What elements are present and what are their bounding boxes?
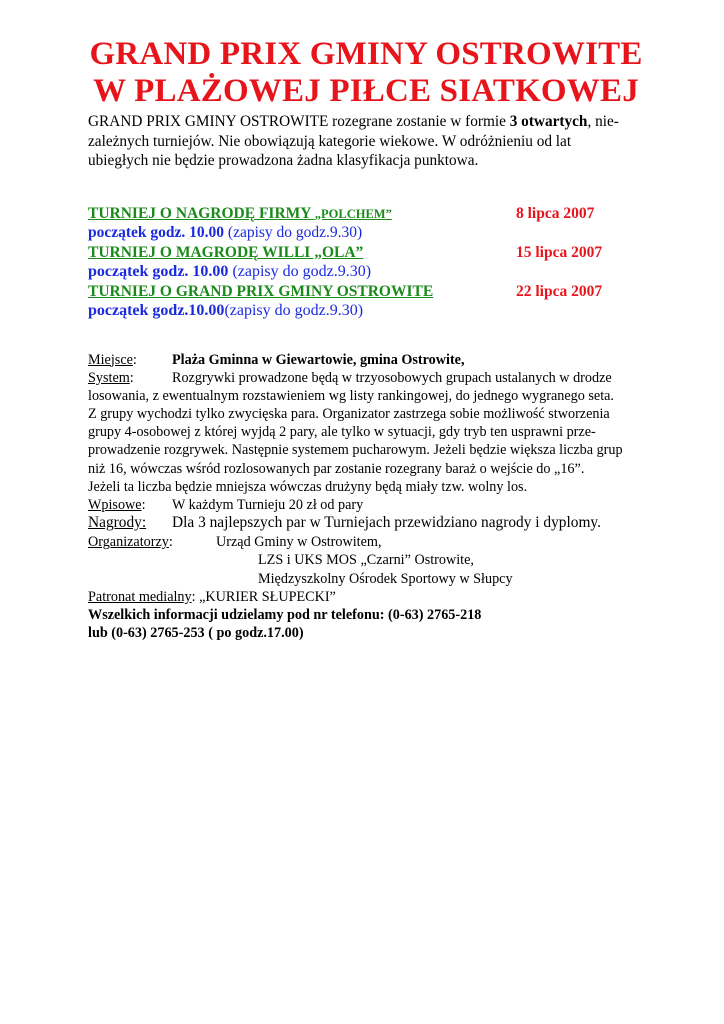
tournament-date: 15 lipca 2007	[516, 243, 603, 261]
intro-text-2: , nie-	[587, 113, 619, 130]
intro-paragraph	[88, 112, 648, 171]
contact-line-1: Wszelkich informacji udzielamy pod nr telefonu: (0-63) 2765-218	[88, 606, 482, 623]
organizer-row	[88, 551, 648, 569]
system-text-line-6: niż 16, wówczas wśród rozlosowanych par zostanie rozegrany baraż o wejście do „16”.	[88, 460, 585, 477]
tournament-start-time: początek godz.10.00(zapisy do godz.9.30)	[88, 301, 364, 319]
media-patron-value: : „KURIER SŁUPECKI”	[191, 588, 336, 605]
location-row: Miejsce: Plaża Gminna w Giewartowie, gmina Ostrowite,	[88, 351, 465, 368]
tournament-date: 22 lipca 2007	[516, 282, 603, 300]
intro-text-line-2: zależnych turniejów. Nie obowiązują kategorie wiekowe. W odróżnieniu od lat	[88, 132, 572, 150]
prizes-row	[88, 514, 648, 533]
title-line-2: W PLAŻOWEJ PIŁCE SIATKOWEJ	[93, 73, 639, 109]
tournament-name: TURNIEJ O MAGRODĘ WILLI „OLA”	[88, 243, 364, 261]
system-text-line-2: losowania, z ewentualnym rozstawieniem wg listy rankingowej, do jednego wygranego seta.	[88, 387, 614, 404]
system-text-line-4: grupy 4-osobowej z której wyjdą 2 pary, ale tylko w sytuacji, gdy tryb ten usprawni prze-	[88, 424, 596, 441]
media-patron-row	[88, 588, 648, 606]
tournament-start-time: początek godz. 10.00 (zapisy do godz.9.30)	[88, 223, 363, 241]
intro-text-line-3: ubiegłych nie będzie prowadzona żadna klasyfikacja punktowa.	[88, 152, 479, 169]
system-label: System	[88, 369, 130, 386]
entry-fee-row: Wpisowe: W każdym Turnieju 20 zł od pary	[88, 497, 364, 513]
media-patron-label: Patronat medialny	[88, 588, 192, 605]
organizers-row: Organizatorzy: Urząd Gminy w Ostrowitem,	[88, 534, 382, 551]
location-label: Miejsce	[88, 351, 133, 368]
intro-bold-text: 3 otwartych	[509, 113, 588, 130]
organizer-row	[88, 570, 648, 588]
tournament-name: TURNIEJ O NAGRODĘ FIRMY „POLCHEM”	[88, 204, 392, 222]
tournament-date: 8 lipca 2007	[516, 204, 595, 222]
prizes-label: Nagrody:	[88, 514, 147, 532]
entry-fee-label: Wpisowe	[88, 497, 142, 513]
title-line-1: GRAND PRIX GMINY OSTROWITE	[89, 36, 643, 72]
system-text-line-7: Jeżeli ta liczba będzie mniejsza wówczas drużyny będą miały tzw. wolny los.	[88, 478, 528, 495]
location-value: Plaża Gminna w Giewartowie, gmina Ostrowite,	[172, 351, 465, 368]
tournament-start-time: początek godz. 10.00 (zapisy do godz.9.30)	[88, 262, 372, 280]
tournament-name: TURNIEJ O GRAND PRIX GMINY OSTROWITE	[88, 282, 434, 300]
intro-text-1: GRAND PRIX GMINY OSTROWITE rozegrane zostanie w formie	[88, 113, 510, 130]
prizes-value: Dla 3 najlepszych par w Turniejach przewidziano nagrody i dyplomy.	[172, 514, 601, 532]
system-text-line-1: Rozgrywki prowadzone będą w trzyosobowych grupach ustalanych w drodze	[172, 369, 612, 386]
tournament-row	[88, 204, 648, 223]
organizer-3: Międzyszkolny Ośrodek Sportowy w Słupcy	[258, 570, 513, 587]
document-title	[76, 36, 656, 110]
system-text-line-5: prowadzenie rozgrywek. Następnie systemem pucharowym. Jeżeli będzie większa liczba grup	[88, 442, 623, 459]
tournament-list	[88, 204, 648, 321]
organizer-1: Urząd Gminy w Ostrowitem,	[216, 534, 382, 551]
entry-fee-value: W każdym Turnieju 20 zł od pary	[172, 497, 364, 513]
tournament-row	[88, 282, 648, 301]
details-section	[88, 351, 648, 643]
organizer-2: LZS i UKS MOS „Czarni” Ostrowite,	[258, 552, 474, 569]
system-text-line-3: Z grupy wychodzi tylko zwycięska para. Organizator zastrzega sobie możliwość stworzenia	[88, 406, 610, 423]
system-row: System: Rozgrywki prowadzone będą w trzyosobowych grupach ustalanych w drodze	[88, 369, 612, 386]
contact-line-2: lub (0-63) 2765-253 ( po godz.17.00)	[88, 625, 304, 642]
tournament-row	[88, 243, 648, 262]
organizers-label: Organizatorzy	[88, 534, 169, 551]
document-page	[88, 36, 648, 642]
